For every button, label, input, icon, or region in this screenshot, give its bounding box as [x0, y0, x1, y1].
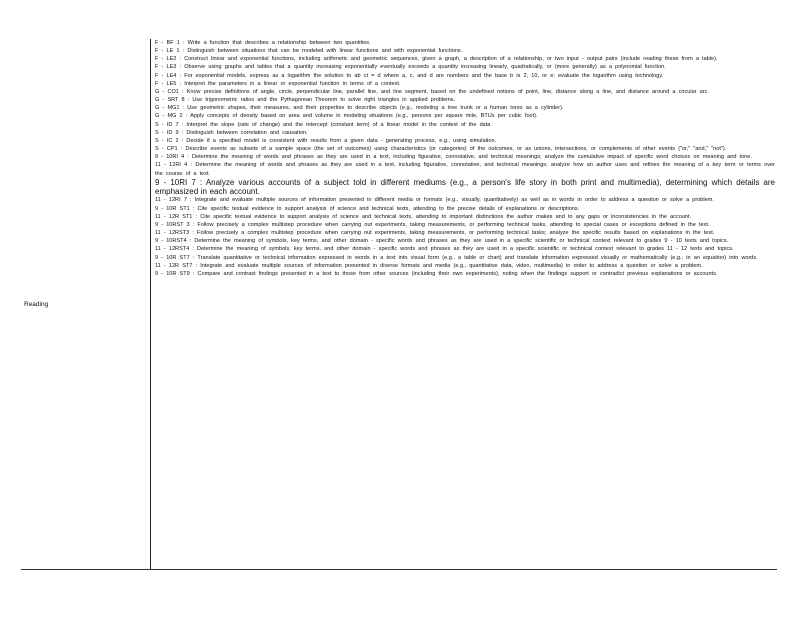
table-bottom-border: [21, 569, 777, 570]
standard-item: 11 - 12RST4 : Determine the meaning of symbols, key terms, and other domain - specific words and phrases as they are used in a specific scientific or technical context relevant to grades 11 - 12 texts and topics.: [155, 246, 734, 253]
standard-item: G - MG1 : Use geometric shapes, their measures, and their properties to describe objects (e.g., modeling a tree trunk or a human torso as a cylinder).: [155, 105, 564, 112]
standard-item: F - LE2 : Construct linear and exponential functions, including arithmetic and geometric sequences, given a graph, a description of a relationship, or two input - output pairs (include reading these from a table).: [155, 56, 718, 63]
standard-item: S - CP1 : Describe events as subsets of a sample space (the set of outcomes) using characteristics (or categories) of the outcomes, or as unions, intersections, or complements of other events ("or," "and," "not").: [155, 146, 727, 153]
standards-table: [21, 39, 777, 569]
standard-item: 9 - 10RST 3 : Follow precisely a complex multistep procedure when carrying out experiments, taking measurements, or performing technical tasks, attending to special cases or exceptions defined in the text.: [155, 221, 710, 228]
standard-item: 9 - 10RI 7 : Analyze various accounts of a subject told in different mediums (e.g., a person's life story in both print and multimedia), determining which details are emphasized in each account.: [155, 177, 775, 197]
standard-item: F - BF 1 : Write a function that describes a relationship between two quantities.: [155, 40, 371, 46]
standard-item: S - ID 7 : Interpret the slope (rate of change) and the intercept (constant term) of a linear model in the context of the data.: [155, 121, 492, 128]
standards-list: [155, 39, 775, 278]
standard-item: F - LE 1 : Distinguish between situations that can be modeled with linear functions and with exponential functions.: [155, 48, 463, 55]
standard-item: S - IC 2 : Decide if a specified model is consistent with results from a given data - generating process, e.g., using simulation.: [155, 137, 497, 144]
standard-item: 9 - 10R ST7 : Translate quantitative or technical information expressed in words in a text into visual form (e.g., a table or chart) and translate information expressed visually or mathematically (e.g., in an equation) into words.: [155, 254, 758, 261]
standard-item: F - LE5 : Interpret the parameters in a linear or exponential function in terms of a context.: [155, 80, 401, 87]
standard-item: F - LE3 : Observe using graphs and tables that a quantity increasing exponentially eventually exceeds a quantity increasing linearly, quadratically, or (more generally) as a polynomial function.: [155, 64, 666, 71]
standard-item: 11 - 12RST3 : Follow precisely a complex multistep procedure when carrying out experiments, taking measurements, or performing technical tasks; analyze the specific results based on explanations in the text.: [155, 230, 715, 237]
standard-item: F - LE4 : For exponential models, express as a logarithm the solution to ab ct = d where a, c, and d are numbers and the base b is 2, 10, or e; evaluate the logarithm using technology.: [155, 72, 664, 79]
standard-item: 9 - 10R ST9 : Compare and contrast findings presented in a text to those from other sources (including their own experiments), noting when the findings support or contradict previous explanations or accounts.: [155, 270, 718, 277]
standard-item: 11 - 12RI 7 : Integrate and evaluate multiple sources of information presented in different media or formats (e.g., visually, quantitatively) as well as in words in order to address a question or solve a problem.: [155, 197, 714, 204]
column-divider: [150, 39, 151, 569]
standard-item: G - MG 2 : Apply concepts of density based on area and volume in modeling situations (e.g., persons per square mile, BTUs per cubic foot).: [155, 113, 538, 120]
standard-item: 9 - 10RI 4 : Determine the meaning of words and phrases as they are used in a text, including figurative, connotative, and technical meanings; analyze the cumulative impact of specific word choices on meaning and tone.: [155, 154, 752, 161]
row-label: Reading: [24, 300, 49, 308]
standard-item: 9 - 10R ST1 : Cite specific textual evidence to support analysis of science and technical texts, attending to the precise details of explanations or descriptions.: [155, 205, 580, 212]
standard-item: G - SRT 8 : Use trigonometric ratios and the Pythagorean Theorem to solve right triangles in applied problems.: [155, 97, 456, 104]
standard-item: 9 - 10RST4 : Determine the meaning of symbols, key terms, and other domain - specific words and phrases as they are used in a specific scientific or technical context relevant to grades 9 - 10 texts and topics.: [155, 238, 729, 245]
standard-item: 11 - 12RI 4 : Determine the meaning of words and phrases as they are used in a text, including figurative, connotative, and technical meanings; analyze how an author uses and refines the meaning of a key term or terms over the course of a text.: [155, 162, 775, 177]
standard-item: G - CO1 : Know precise definitions of angle, circle, perpendicular line, parallel line, and line segment, based on the undefined notions of point, line, distance along a line, and distance around a circular arc.: [155, 88, 709, 95]
standard-item: 11 - 12R ST7 : Integrate and evaluate multiple sources of information presented in diverse formats and media (e.g., quantitative data, video, multimedia) in order to address a question or solve a problem.: [155, 262, 703, 269]
standard-item: 11 - 12R ST1 : Cite specific textual evidence to support analysis of science and technical texts, attending to important distinctions the author makes and to any gaps or inconsistencies in the account.: [155, 213, 692, 220]
standard-item: S - ID 9 : Distinguish between correlation and causation.: [155, 129, 308, 136]
row-label-cell: [21, 39, 149, 569]
